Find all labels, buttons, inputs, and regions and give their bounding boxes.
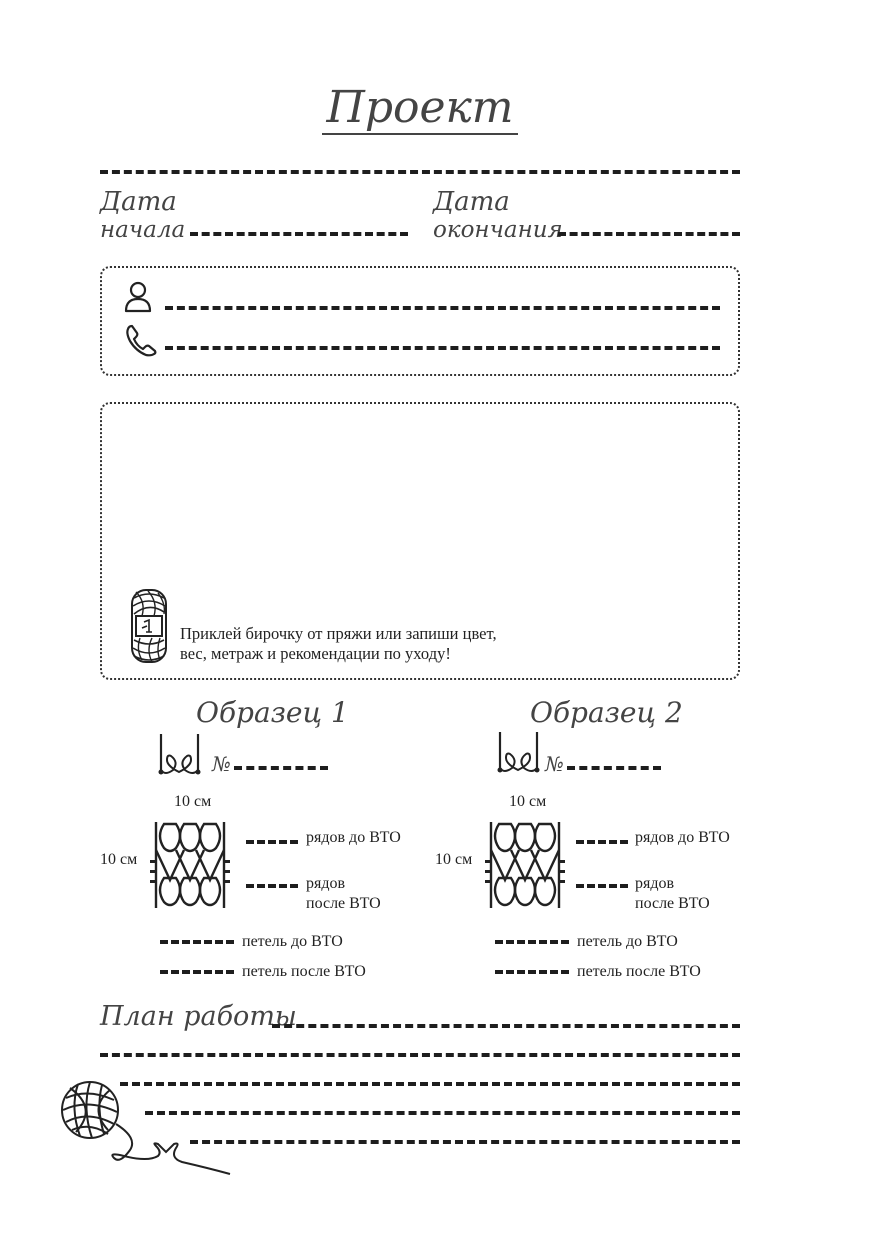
sample-2-rows-after-field[interactable] xyxy=(576,884,628,888)
sample-1-number-field[interactable] xyxy=(234,766,328,770)
sample-2-width-label: 10 см xyxy=(509,793,547,810)
start-date-label: Дата начала xyxy=(100,187,186,243)
knitting-needles-heart-icon xyxy=(155,732,205,778)
sample-1-stitches-after-label: петель после ВТО xyxy=(242,963,366,980)
sample-2-height-label: 10 см xyxy=(435,851,473,868)
sample-2-number-label: № xyxy=(545,752,564,776)
phone-field[interactable] xyxy=(165,346,720,350)
knit-swatch-icon xyxy=(150,820,230,910)
yarn-ball-icon xyxy=(58,1078,238,1178)
knit-swatch-icon xyxy=(485,820,565,910)
sample-1-rows-after-field[interactable] xyxy=(246,884,298,888)
sample-2-stitches-before-field[interactable] xyxy=(495,940,569,944)
sample-1-stitches-before-label: петель до ВТО xyxy=(242,933,343,950)
sample-1-stitches-before-field[interactable] xyxy=(160,940,234,944)
sample-1-rows-before-label: рядов до ВТО xyxy=(306,829,401,846)
sample-2-stitches-after-field[interactable] xyxy=(495,970,569,974)
start-date-field[interactable] xyxy=(190,232,408,236)
person-icon xyxy=(122,280,154,314)
contact-box xyxy=(100,266,740,376)
sample-1-rows-after-label: рядов после ВТО xyxy=(306,875,381,912)
knitting-needles-heart-icon xyxy=(494,730,544,776)
end-date-label: Дата окончания xyxy=(433,187,563,243)
work-plan-line-1[interactable] xyxy=(272,1024,740,1028)
sample-1-stitches-after-field[interactable] xyxy=(160,970,234,974)
sample-2-rows-after-label: рядов после ВТО xyxy=(635,875,710,912)
end-date-field[interactable] xyxy=(558,232,740,236)
yarn-instruction: Приклей бирочку от пряжи или запиши цвет, вес, метраж и рекомендации по уходу! xyxy=(180,624,497,663)
project-name-field[interactable] xyxy=(100,170,740,174)
sample-1-height-label: 10 см xyxy=(100,851,138,868)
work-plan-line-2[interactable] xyxy=(100,1053,740,1057)
sample-2-title: Образец 2 xyxy=(530,696,683,729)
sample-2-number-field[interactable] xyxy=(567,766,661,770)
phone-icon xyxy=(124,323,158,357)
sample-1-rows-before-field[interactable] xyxy=(246,840,298,844)
yarn-skein-icon xyxy=(128,588,170,664)
sample-1-number-label: № xyxy=(212,752,231,776)
sample-2-rows-before-field[interactable] xyxy=(576,840,628,844)
person-name-field[interactable] xyxy=(165,306,720,310)
page-title: Проект xyxy=(0,80,840,136)
work-plan-label: План работы xyxy=(100,1001,297,1032)
sample-1-title: Образец 1 xyxy=(196,696,349,729)
sample-2-stitches-after-label: петель после ВТО xyxy=(577,963,701,980)
sample-2-stitches-before-label: петель до ВТО xyxy=(577,933,678,950)
work-plan-line-5[interactable] xyxy=(190,1140,740,1144)
sample-2-rows-before-label: рядов до ВТО xyxy=(635,829,730,846)
sample-1-width-label: 10 см xyxy=(174,793,212,810)
